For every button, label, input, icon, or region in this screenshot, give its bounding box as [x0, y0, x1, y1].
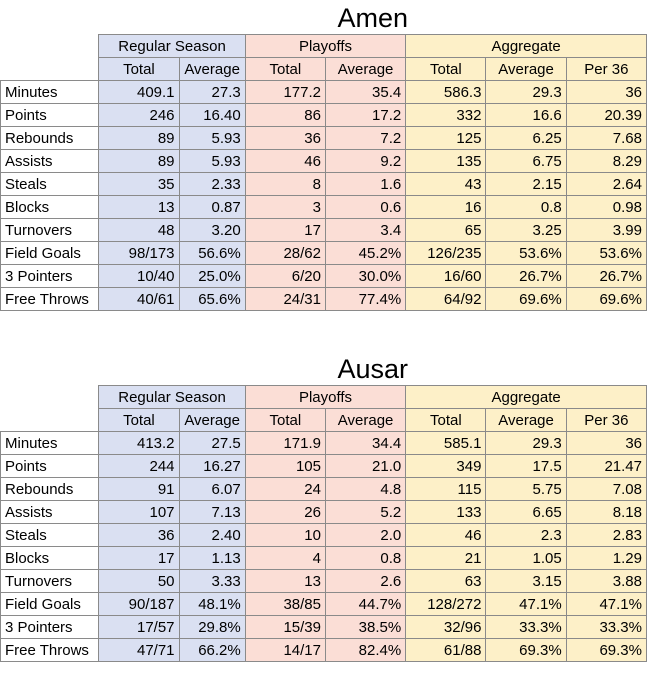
- stat-label: 3 Pointers: [1, 616, 99, 639]
- column-header: Average: [325, 58, 405, 81]
- column-header: Per 36: [566, 409, 646, 432]
- stat-value: 98/173: [99, 242, 179, 265]
- stat-value: 16.40: [179, 104, 245, 127]
- stat-value: 61/88: [406, 639, 486, 662]
- stat-label: Minutes: [1, 432, 99, 455]
- stat-row: [1, 150, 647, 173]
- stat-row: [1, 547, 647, 570]
- stat-value: 0.6: [325, 196, 405, 219]
- stat-value: 6.25: [486, 127, 566, 150]
- group-header-row: [1, 386, 647, 409]
- column-header: Total: [406, 409, 486, 432]
- stat-label: Assists: [1, 150, 99, 173]
- stat-value: 2.6: [325, 570, 405, 593]
- stat-row: [1, 616, 647, 639]
- stat-value: 13: [99, 196, 179, 219]
- stat-value: 115: [406, 478, 486, 501]
- stat-value: 8.29: [566, 150, 646, 173]
- stats-table: [0, 34, 647, 311]
- stat-value: 16/60: [406, 265, 486, 288]
- stat-label: Blocks: [1, 196, 99, 219]
- stat-value: 14/17: [245, 639, 325, 662]
- stat-value: 66.2%: [179, 639, 245, 662]
- stat-row: [1, 570, 647, 593]
- stat-value: 20.39: [566, 104, 646, 127]
- stat-value: 3.4: [325, 219, 405, 242]
- stat-value: 29.8%: [179, 616, 245, 639]
- stat-label: 3 Pointers: [1, 265, 99, 288]
- stat-value: 48.1%: [179, 593, 245, 616]
- stat-value: 125: [406, 127, 486, 150]
- stat-value: 2.0: [325, 524, 405, 547]
- stat-label: Steals: [1, 524, 99, 547]
- stat-value: 24/31: [245, 288, 325, 311]
- stat-value: 2.64: [566, 173, 646, 196]
- stat-value: 77.4%: [325, 288, 405, 311]
- stat-value: 10/40: [99, 265, 179, 288]
- stat-value: 177.2: [245, 81, 325, 104]
- stat-value: 133: [406, 501, 486, 524]
- player-name-title: Amen: [337, 3, 408, 33]
- column-header: Average: [486, 58, 566, 81]
- stat-value: 3.15: [486, 570, 566, 593]
- stat-value: 35: [99, 173, 179, 196]
- stat-value: 29.3: [486, 81, 566, 104]
- column-header: Per 36: [566, 58, 646, 81]
- stat-value: 27.3: [179, 81, 245, 104]
- stat-value: 89: [99, 127, 179, 150]
- stat-label: Field Goals: [1, 593, 99, 616]
- group-regular-season: Regular Season: [99, 35, 245, 58]
- column-header: Total: [99, 409, 179, 432]
- stat-value: 4.8: [325, 478, 405, 501]
- stat-value: 2.33: [179, 173, 245, 196]
- stat-value: 27.5: [179, 432, 245, 455]
- stat-value: 1.6: [325, 173, 405, 196]
- stat-value: 0.87: [179, 196, 245, 219]
- stat-label: Turnovers: [1, 570, 99, 593]
- stat-value: 33.3%: [486, 616, 566, 639]
- stat-row: [1, 173, 647, 196]
- stat-value: 16.27: [179, 455, 245, 478]
- stat-value: 3.20: [179, 219, 245, 242]
- stat-value: 36: [99, 524, 179, 547]
- stat-value: 33.3%: [566, 616, 646, 639]
- stat-value: 46: [245, 150, 325, 173]
- stat-row: [1, 219, 647, 242]
- stat-value: 0.98: [566, 196, 646, 219]
- stat-label: Rebounds: [1, 127, 99, 150]
- stat-value: 244: [99, 455, 179, 478]
- stat-row: [1, 432, 647, 455]
- stat-value: 5.2: [325, 501, 405, 524]
- stat-value: 32/96: [406, 616, 486, 639]
- stat-value: 0.8: [325, 547, 405, 570]
- stat-label: Points: [1, 104, 99, 127]
- stat-value: 26: [245, 501, 325, 524]
- stat-value: 6.65: [486, 501, 566, 524]
- stat-value: 53.6%: [566, 242, 646, 265]
- stat-row: [1, 265, 647, 288]
- stat-label: Field Goals: [1, 242, 99, 265]
- stat-value: 30.0%: [325, 265, 405, 288]
- stat-value: 8.18: [566, 501, 646, 524]
- stat-value: 36: [245, 127, 325, 150]
- stat-value: 17: [245, 219, 325, 242]
- stat-value: 43: [406, 173, 486, 196]
- stat-value: 332: [406, 104, 486, 127]
- stat-value: 69.6%: [566, 288, 646, 311]
- corner-cell: [1, 35, 99, 58]
- column-header: Total: [99, 58, 179, 81]
- stat-value: 16: [406, 196, 486, 219]
- stat-value: 65.6%: [179, 288, 245, 311]
- stat-value: 82.4%: [325, 639, 405, 662]
- stat-value: 69.3%: [486, 639, 566, 662]
- stat-value: 89: [99, 150, 179, 173]
- stat-value: 47.1%: [486, 593, 566, 616]
- stat-label: Points: [1, 455, 99, 478]
- stat-value: 91: [99, 478, 179, 501]
- stat-value: 3.25: [486, 219, 566, 242]
- corner-cell: [1, 58, 99, 81]
- stat-value: 25.0%: [179, 265, 245, 288]
- group-header-row: [1, 35, 647, 58]
- column-header: Average: [179, 409, 245, 432]
- stat-row: [1, 639, 647, 662]
- stat-value: 7.2: [325, 127, 405, 150]
- stat-row: [1, 501, 647, 524]
- stat-value: 17/57: [99, 616, 179, 639]
- stat-value: 17.5: [486, 455, 566, 478]
- stat-value: 1.29: [566, 547, 646, 570]
- stat-label: Blocks: [1, 547, 99, 570]
- stat-value: 28/62: [245, 242, 325, 265]
- stat-value: 4: [245, 547, 325, 570]
- stat-value: 6.75: [486, 150, 566, 173]
- stat-value: 36: [566, 81, 646, 104]
- stat-value: 3.88: [566, 570, 646, 593]
- stat-value: 24: [245, 478, 325, 501]
- stat-value: 36: [566, 432, 646, 455]
- stat-value: 1.05: [486, 547, 566, 570]
- stat-value: 47/71: [99, 639, 179, 662]
- stat-value: 107: [99, 501, 179, 524]
- stat-row: [1, 242, 647, 265]
- stats-table: [0, 385, 647, 662]
- corner-cell: [1, 386, 99, 409]
- stat-label: Assists: [1, 501, 99, 524]
- stat-value: 21: [406, 547, 486, 570]
- stat-value: 2.40: [179, 524, 245, 547]
- stat-value: 10: [245, 524, 325, 547]
- stat-value: 35.4: [325, 81, 405, 104]
- stat-label: Rebounds: [1, 478, 99, 501]
- stat-value: 17: [99, 547, 179, 570]
- group-aggregate: Aggregate: [406, 35, 647, 58]
- stat-value: 38/85: [245, 593, 325, 616]
- stat-value: 17.2: [325, 104, 405, 127]
- column-header: Total: [245, 58, 325, 81]
- stat-value: 15/39: [245, 616, 325, 639]
- stat-value: 246: [99, 104, 179, 127]
- stat-value: 90/187: [99, 593, 179, 616]
- stat-value: 3: [245, 196, 325, 219]
- stat-row: [1, 455, 647, 478]
- column-header: Average: [325, 409, 405, 432]
- stat-label: Turnovers: [1, 219, 99, 242]
- stat-value: 2.15: [486, 173, 566, 196]
- stat-value: 5.93: [179, 150, 245, 173]
- stat-value: 53.6%: [486, 242, 566, 265]
- stat-value: 86: [245, 104, 325, 127]
- stat-value: 7.08: [566, 478, 646, 501]
- stat-value: 64/92: [406, 288, 486, 311]
- stat-value: 9.2: [325, 150, 405, 173]
- stat-row: [1, 127, 647, 150]
- stat-row: [1, 104, 647, 127]
- column-header-row: [1, 58, 647, 81]
- group-aggregate: Aggregate: [406, 386, 647, 409]
- stat-label: Free Throws: [1, 639, 99, 662]
- column-header: Average: [486, 409, 566, 432]
- stat-row: [1, 196, 647, 219]
- stat-value: 21.0: [325, 455, 405, 478]
- stat-value: 34.4: [325, 432, 405, 455]
- stat-value: 7.13: [179, 501, 245, 524]
- stat-row: [1, 478, 647, 501]
- stat-value: 126/235: [406, 242, 486, 265]
- stat-value: 29.3: [486, 432, 566, 455]
- group-playoffs: Playoffs: [245, 386, 405, 409]
- stat-value: 48: [99, 219, 179, 242]
- stat-value: 5.93: [179, 127, 245, 150]
- stat-value: 50: [99, 570, 179, 593]
- stat-value: 8: [245, 173, 325, 196]
- stat-value: 7.68: [566, 127, 646, 150]
- stat-value: 3.99: [566, 219, 646, 242]
- player-section: [0, 351, 647, 662]
- column-header: Average: [179, 58, 245, 81]
- stat-value: 585.1: [406, 432, 486, 455]
- stat-value: 171.9: [245, 432, 325, 455]
- stat-label: Steals: [1, 173, 99, 196]
- stat-value: 349: [406, 455, 486, 478]
- stat-value: 105: [245, 455, 325, 478]
- stat-value: 69.3%: [566, 639, 646, 662]
- stat-value: 1.13: [179, 547, 245, 570]
- player-section: [0, 0, 647, 311]
- stat-value: 38.5%: [325, 616, 405, 639]
- stat-value: 45.2%: [325, 242, 405, 265]
- stat-value: 5.75: [486, 478, 566, 501]
- stat-label: Minutes: [1, 81, 99, 104]
- group-playoffs: Playoffs: [245, 35, 405, 58]
- stat-value: 3.33: [179, 570, 245, 593]
- corner-cell: [1, 409, 99, 432]
- stat-value: 65: [406, 219, 486, 242]
- stat-label: Free Throws: [1, 288, 99, 311]
- stat-value: 6/20: [245, 265, 325, 288]
- column-header: Total: [245, 409, 325, 432]
- stat-value: 26.7%: [566, 265, 646, 288]
- stat-value: 56.6%: [179, 242, 245, 265]
- stat-value: 46: [406, 524, 486, 547]
- stat-row: [1, 81, 647, 104]
- stat-row: [1, 288, 647, 311]
- stat-value: 44.7%: [325, 593, 405, 616]
- stat-value: 586.3: [406, 81, 486, 104]
- stat-value: 2.83: [566, 524, 646, 547]
- column-header: Total: [406, 58, 486, 81]
- stat-value: 16.6: [486, 104, 566, 127]
- stat-value: 135: [406, 150, 486, 173]
- stat-value: 40/61: [99, 288, 179, 311]
- player-name-title: Ausar: [337, 354, 408, 384]
- stat-value: 0.8: [486, 196, 566, 219]
- stat-value: 63: [406, 570, 486, 593]
- stat-value: 6.07: [179, 478, 245, 501]
- stat-value: 26.7%: [486, 265, 566, 288]
- stat-value: 409.1: [99, 81, 179, 104]
- stat-value: 2.3: [486, 524, 566, 547]
- group-regular-season: Regular Season: [99, 386, 245, 409]
- column-header-row: [1, 409, 647, 432]
- stat-value: 413.2: [99, 432, 179, 455]
- stat-value: 128/272: [406, 593, 486, 616]
- stat-value: 69.6%: [486, 288, 566, 311]
- stat-row: [1, 524, 647, 547]
- stat-row: [1, 593, 647, 616]
- stat-value: 47.1%: [566, 593, 646, 616]
- stat-value: 21.47: [566, 455, 646, 478]
- stat-value: 13: [245, 570, 325, 593]
